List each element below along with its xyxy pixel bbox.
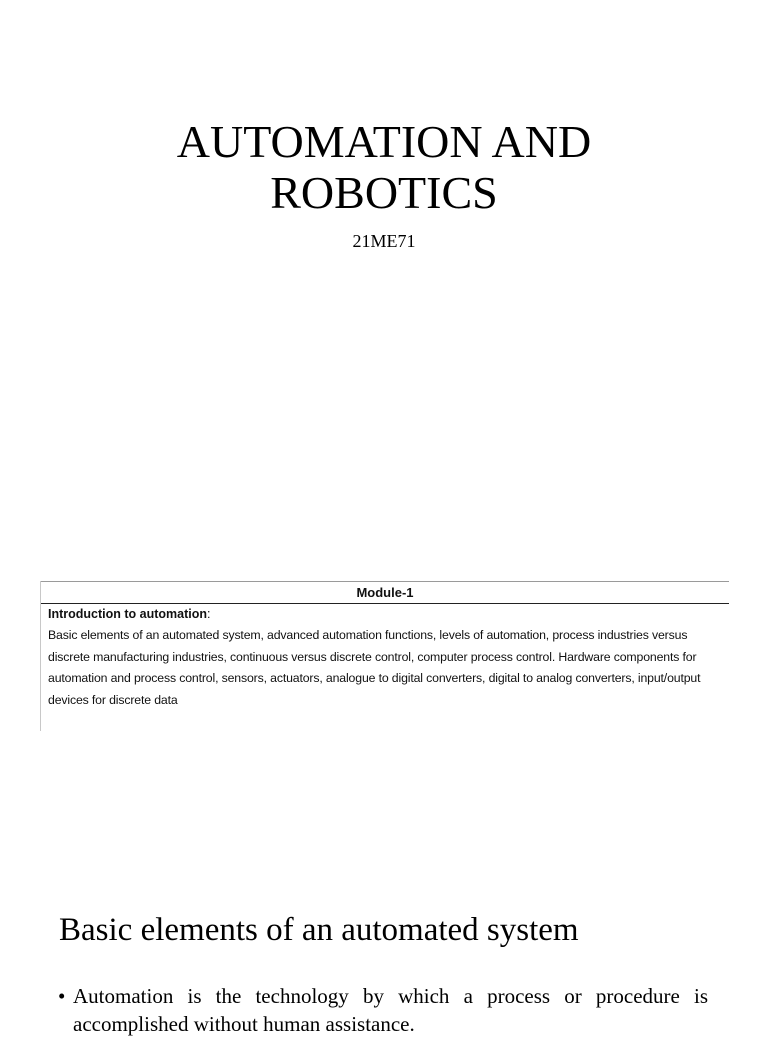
document-title (0, 116, 768, 218)
title-slide (0, 0, 768, 290)
title-line-2: ROBOTICS (270, 167, 498, 218)
module-description: Basic elements of an automated system, advanced automation functions, levels of automation, process industries versus discrete manufacturing industries, continuous versus discrete control, computer process control. Hardware components for automation and process control, sensors, actuators, analogue to digital converters, digital to analog converters, input/output devices for discrete data (48, 628, 701, 707)
syllabus-excerpt (40, 581, 729, 731)
course-code: 21ME71 (352, 231, 416, 251)
table-top-rule (41, 581, 729, 582)
title-line-1: AUTOMATION AND (176, 116, 592, 167)
module-topic-label: Introduction to automation (48, 607, 208, 621)
bullet-marker: • (58, 984, 66, 1008)
section-heading: Basic elements of an automated system (59, 912, 579, 948)
bullet-item (58, 982, 708, 1038)
module-heading: Module-1 (356, 585, 414, 600)
table-header-rule (41, 603, 729, 604)
module-topic (48, 605, 211, 623)
bullet-text: Automation is the technology by which a process or procedure is accomplished without human assistance. (73, 984, 708, 1036)
module-topic-colon: : (207, 607, 211, 621)
